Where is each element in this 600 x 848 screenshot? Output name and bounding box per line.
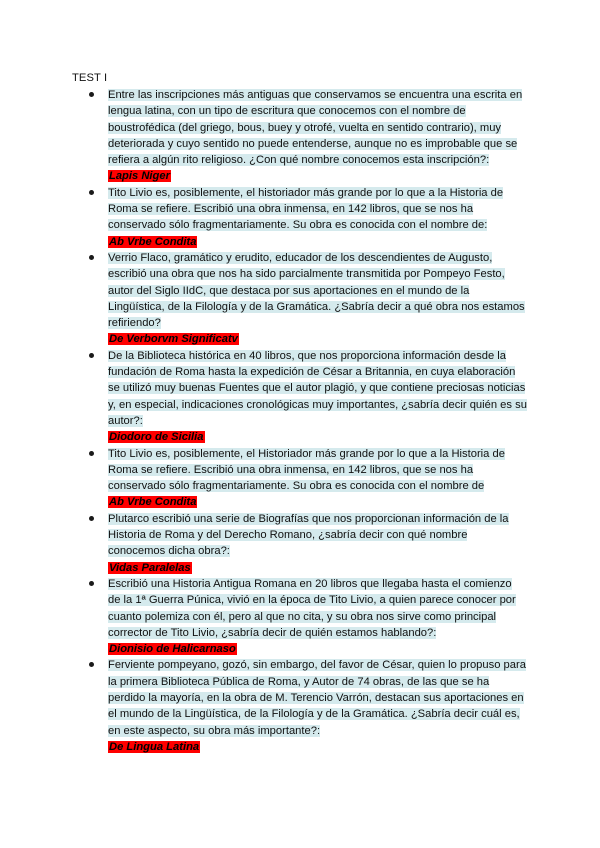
- question-text: De la Biblioteca histórica en 40 libros, que nos proporciona información desde la fundación de Roma hasta la expedición de César a Britannia, en cuya elaboración se utilizó muy buenas Fuentes que el autor plagió, y que contiene preciosas noticias y, en especial, indicaciones cronológicas muy importantes, ¿sabría decir quién es su autor?:: [108, 349, 527, 427]
- bullet-icon: [89, 255, 94, 260]
- question-text: Tito Livio es, posiblemente, el Historiador más grande por lo que a la Historia de Roma se refiere. Escribió una obra inmensa, en 142 libros, que se nos ha conservado sólo fragmentariamente. Su obra es conocida con el nombre de: [108, 447, 505, 493]
- answer-text: De Lingua Latina: [109, 740, 200, 753]
- document-body: [72, 71, 527, 755]
- question-text: Ferviente pompeyano, gozó, sin embargo, del favor de César, quien lo propuso para la primera Biblioteca Pública de Roma, y Autor de 74 obras, de las que se ha perdido la mayoría, en la obra de M. Terencio Varrón, destacan sus aportaciones en el mundo de la Lingüística, de la Filología y de la Gramática. ¿Sabría decir cuál es, en este aspecto, su obra más importante?:: [108, 659, 526, 737]
- answer-text: Lapis Niger: [109, 170, 170, 183]
- bullet-icon: [89, 190, 94, 195]
- bullet-icon: [89, 353, 94, 358]
- page-title: TEST I: [72, 72, 108, 84]
- answer-text: Diodoro de Sicilia: [109, 431, 204, 444]
- list-item: [72, 576, 527, 657]
- answer-text: Ab Vrbe Condita: [109, 235, 197, 248]
- question-text: Entre las inscripciones más antiguas que conservamos se encuentra una escrita en lengua latina, con un tipo de escritura que conocemos con el nombre de boustrofédica (del griego, bous, buey y otrofé, vuelta en sentido contrario), muy deteriorada y cuyo sentido no puede entenderse, aunque no es improbable que se refiera a algún rito religioso. ¿Con qué nombre conocemos esta inscripción?:: [108, 89, 523, 167]
- list-item: [72, 87, 527, 185]
- answer-text: De Verborvm Significatv: [109, 333, 238, 346]
- bullet-icon: [89, 581, 94, 586]
- question-text: Escribió una Historia Antigua Romana en 20 libros que llegaba hasta el comienzo de la 1ª Guerra Púnica, vivió en la época de Tito Livio, a quien parece conocer por cuanto polemiza con él, pero al que no cita, y su obra nos sirve como principal corrector de Tito Livio, ¿sabría decir de quién estamos hablando?:: [108, 577, 516, 639]
- list-item: [72, 657, 527, 755]
- bullet-icon: [89, 662, 94, 667]
- bullet-icon: [89, 516, 94, 521]
- list-item: [72, 348, 527, 446]
- question-text: Plutarco escribió una serie de Biografías que nos proporcionan información de la Historia de Roma y del Derecho Romano, ¿sabría decir con qué nombre conocemos dicha obra?:: [108, 512, 509, 558]
- list-item: [72, 250, 527, 348]
- list-item: [72, 511, 527, 576]
- list-item: [72, 446, 527, 511]
- answer-text: Vidas Paralelas: [109, 561, 191, 574]
- question-text: Tito Livio es, posiblemente, el historiador más grande por lo que a la Historia de Roma se refiere. Escribió una obra inmensa, en 142 libros, que se nos ha conservado sólo fragmentariamente. Su obra es conocida con el nombre de:: [108, 186, 504, 232]
- question-text: Verrio Flaco, gramático y erudito, educador de los descendientes de Augusto, escribió una obra que nos ha sido parcialmente transmitida por Pompeyo Festo, autor del Siglo IIdC, que destaca por sus aportaciones en el mundo de la Lingüística, de la Filología y de la Gramática. ¿Sabría decir a qué obra nos estamos refiriendo?: [108, 251, 525, 330]
- list-item: [72, 185, 527, 250]
- bullet-icon: [89, 92, 94, 97]
- answer-text: Dionisio de Halicarnaso: [109, 643, 236, 656]
- bullet-icon: [89, 451, 94, 456]
- answer-text: Ab Vrbe Condita: [109, 496, 197, 509]
